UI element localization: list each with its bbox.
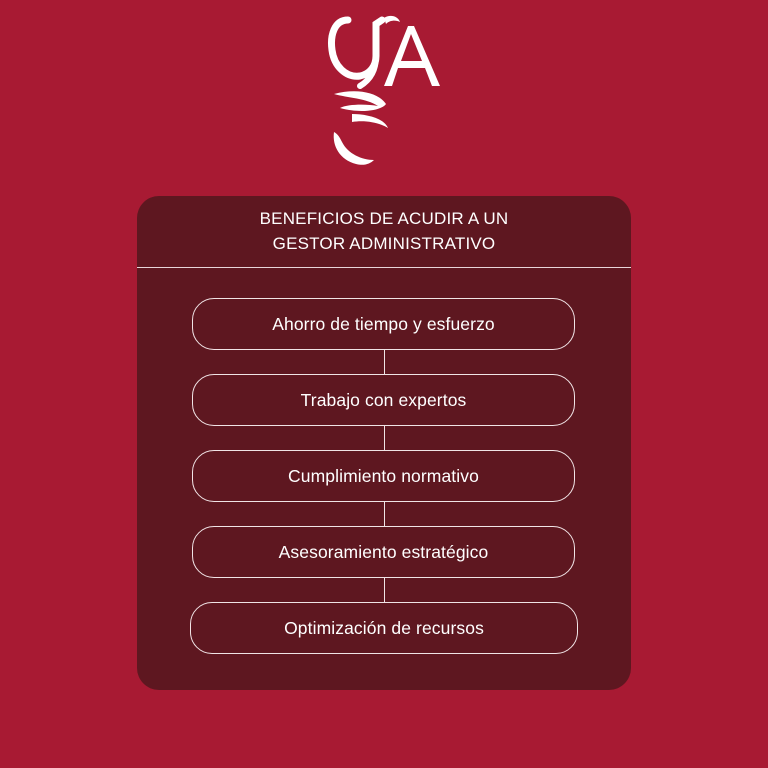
benefits-card — [137, 196, 631, 690]
step-label: Ahorro de tiempo y esfuerzo — [272, 313, 495, 334]
card-title-line-1: BENEFICIOS DE ACUDIR A UN — [259, 209, 509, 228]
ga-logo-icon — [326, 14, 446, 170]
step-label: Optimización de recursos — [284, 617, 484, 638]
card-title-line-2: GESTOR ADMINISTRATIVO — [272, 234, 496, 253]
connector-line — [384, 502, 385, 526]
step-label: Trabajo con expertos — [300, 389, 467, 410]
step-asesoramiento — [192, 526, 575, 578]
step-cumplimiento — [192, 450, 575, 502]
connector-line — [384, 578, 385, 602]
step-ahorro — [192, 298, 575, 350]
connector-line — [384, 426, 385, 450]
connector-line — [384, 350, 385, 374]
step-label: Asesoramiento estratégico — [278, 541, 489, 562]
card-title — [137, 206, 631, 256]
step-expertos — [192, 374, 575, 426]
step-optimizacion — [190, 602, 578, 654]
title-divider — [137, 267, 631, 268]
brand-logo — [326, 14, 446, 170]
step-label: Cumplimiento normativo — [288, 465, 479, 486]
